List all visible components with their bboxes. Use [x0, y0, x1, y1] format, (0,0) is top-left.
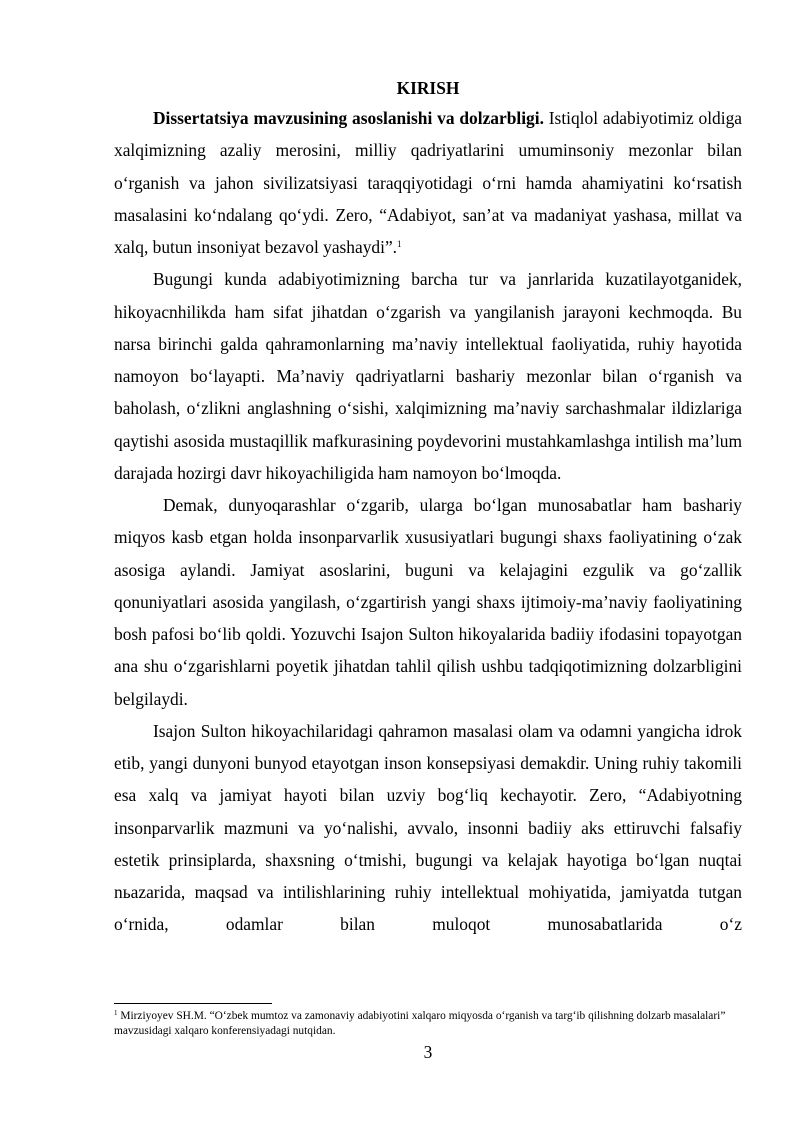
- footnote-text: Mirziyoyev SH.M. “O‘zbek mumtoz va zamonaviy adabiyotini xalqaro miqyosda o‘rganish va targ‘ib qilishning dolzarb masalalari” mavzusidagi xalqaro konferensiyadagi nutqidan.: [114, 1010, 726, 1037]
- page-number: 3: [423, 1042, 433, 1062]
- paragraph-2: Bugungi kunda adabiyotimizning barcha tur va janrlarida kuzatilayotganidek, hikoyacnhilikda ham sifat jihatdan o‘zgarish va yangilanish jarayoni kechmoqda. Bu narsa birinchi galda qahramonlarning ma’naviy intellektual faoliyatida, ruhiy hayotida namoyon bo‘layapti. Ma’naviy qadriyatlarni bashariy mezonlar bilan o‘rganish va baholash, o‘zlikni anglashning o‘sishi, xalqimizning ma’naviy sarchashmalar ildizlariga qaytishi asosida mustaqillik mafkurasining poydevorini mustahkamlashga intilish ma’lum darajada hozirgi davr hikoyachiligida ham namoyon bo‘lmoqda.: [114, 269, 742, 483]
- paragraph-3: Demak, dunyoqarashlar o‘zgarib, ularga bo‘lgan munosabatlar ham bashariy miqyos kasb etgan holda insonparvarlik xususiyatlari bugungi shaxs faoliyatining o‘zak asosiga aylandi. Jamiyat asoslarini, buguni va kelajagini ezgulik va go‘zallik qonuniyatlari asosida yangilash, o‘zgartirish yangi shaxs ijtimoiy-ma’naviy faoliyatining bosh pafosi bo‘lib qoldi. Yozuvchi Isajon Sulton hikoyalarida badiiy ifodasini topayotgan ana shu o‘zgarishlarni poyetik jihatdan tahlil qilish ushbu tadqiqotimizning dolzarbligini belgilaydi.: [114, 495, 742, 709]
- footnote-reference[interactable]: 1: [397, 239, 402, 249]
- paragraph-1-text: Istiqlol adabiyotimiz oldiga xalqimizning azaliy merosini, milliy qadriyatlarini umuminsoniy mezonlar bilan o‘rganish va jahon sivilizatsiyasi taraqqiyotidagi o‘rni hamda ahamiyatini ko‘rsatish masalasini ko‘ndalang qo‘ydi. Zero, “Adabiyot, san’at va madaniyat yashasa, millat va xalq, butun insoniyat bezavol yashaydi”.: [114, 108, 742, 257]
- paragraph-4: Isajon Sulton hikoyachilaridagi qahramon masalasi olam va odamni yangicha idrok etib, yangi dunyoni bunyod etayotgan inson konsepsiyasi demakdir. Uning ruhiy takomili esa xalq va jamiyat hayoti bilan uzviy bog‘liq kechayotir. Zero, “Adabiyotning insonparvarlik mazmuni va yo‘nalishi, avvalo, insonni badiiy aks ettiruvchi falsafiy estetik prinsiplarda, shaxsning o‘tmishi, bugungi va kelajak hayotiga bo‘lgan nuqtai nьazarida, maqsad va intilishlarining ruhiy intellektual mohiyatida, jamiyatda tutgan o‘rnida, odamlar bilan muloqot munosabatlarida o‘z: [114, 720, 742, 935]
- paragraph-1: [114, 102, 742, 263]
- footnote-separator: [114, 1003, 272, 1004]
- page-heading: KIRISH: [396, 78, 460, 98]
- main-text: [114, 102, 742, 941]
- footnote-marker: 1: [114, 1009, 118, 1017]
- footnote: [114, 1009, 742, 1039]
- paragraph-1-lead: Dissertatsiya mavzusining asoslanishi va dolzarbligi.: [153, 108, 544, 128]
